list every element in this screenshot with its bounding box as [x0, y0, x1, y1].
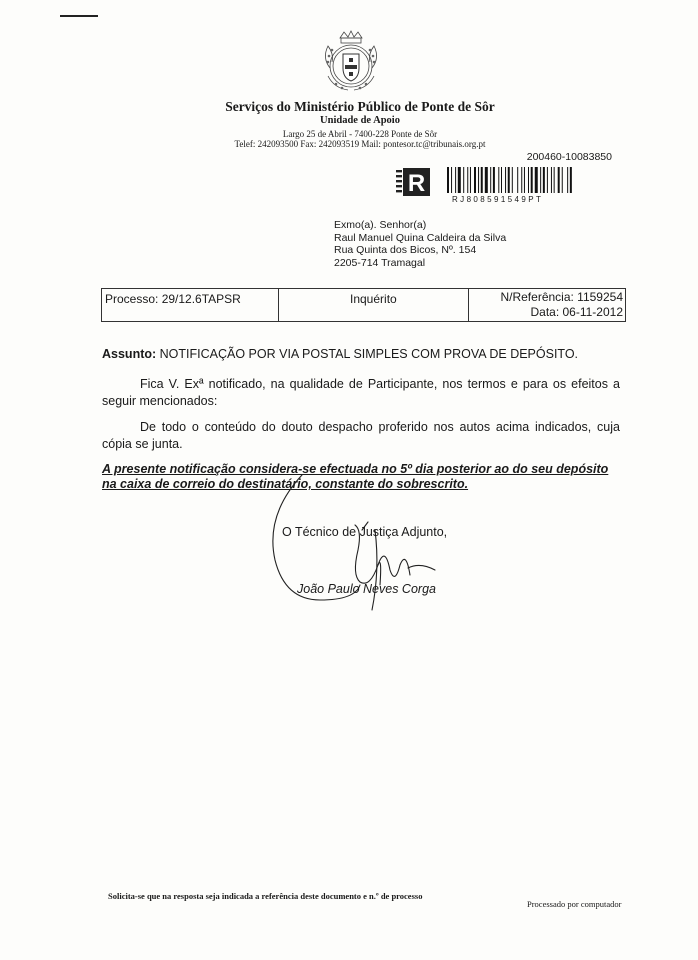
barcode-bar — [567, 167, 568, 193]
subject-text: NOTIFICAÇÃO POR VIA POSTAL SIMPLES COM PROVA DE DEPÓSITO. — [159, 347, 579, 361]
barcode-bar — [535, 167, 538, 193]
registered-r-icon — [396, 167, 430, 197]
barcode-bar — [570, 167, 572, 193]
recipient-name: Raul Manuel Quina Caldeira da Silva — [334, 231, 507, 244]
organization-address: Largo 25 de Abril - 7400-228 Ponte de Sôr — [282, 129, 438, 139]
body-paragraph-1: Fica V. Exª notificado, na qualidade de Participante, nos termos e para os efeitos a seguir mencionados: — [102, 377, 620, 408]
organization-contacts: Telef: 242093500 Fax: 242093519 Mail: pontesor.tc@tribunais.org.pt — [234, 139, 486, 149]
barcode-text: RJ808591549PT — [452, 195, 544, 204]
barcode-bar — [481, 167, 483, 193]
barcode-bar — [463, 167, 464, 193]
svg-text:R: R — [407, 170, 426, 197]
barcode-bar — [524, 167, 525, 193]
barcode-bar — [551, 167, 552, 193]
barcode-bar — [490, 167, 491, 193]
barcode-bar — [493, 167, 495, 193]
recipient-address — [334, 219, 506, 269]
scan-mark — [60, 15, 98, 17]
barcode-bar — [517, 167, 518, 193]
signer-title: O Técnico de Justiça Adjunto, — [282, 525, 448, 539]
barcode-bar — [562, 167, 563, 193]
barcode-bar — [455, 167, 456, 193]
barcode-bar — [458, 167, 461, 193]
recipient-street: Rua Quinta dos Bicos, Nº. 154 — [334, 244, 477, 256]
process-reference: N/Referência: 1159254 — [500, 290, 623, 304]
subject-line — [102, 347, 578, 361]
barcode-bar — [540, 167, 541, 193]
barcode-bar — [547, 167, 548, 193]
delivery-notice: A presente notificação considera-se efectuada no 5º dia posterior ao do seu depósito na caixa de correio do destinatário, constante do sobrescrito. — [102, 462, 609, 491]
barcode-bar — [470, 167, 471, 193]
barcode-bar — [505, 167, 506, 193]
organization-unit: Unidade de Apoio — [320, 115, 400, 126]
barcode-bar — [478, 167, 479, 193]
process-reference-cell — [468, 289, 625, 321]
organization-name: Serviços do Ministério Público de Ponte de Sôr — [225, 99, 495, 114]
barcode-bar — [501, 167, 502, 193]
process-number-cell — [102, 289, 279, 321]
barcode-bar — [521, 167, 522, 193]
handwritten-signature — [260, 470, 460, 650]
recipient-postcode: 2205-714 Tramagal — [334, 256, 426, 269]
barcode-bar — [528, 167, 529, 193]
registered-mail-logo — [396, 167, 430, 197]
footer-processed-note: Processado por computador — [527, 899, 622, 909]
process-number: Processo: 29/12.6TAPSR — [105, 292, 241, 306]
document-id: 200460-10083850 — [526, 151, 612, 163]
coat-of-arms-emblem — [318, 28, 384, 98]
barcode-bar — [543, 167, 545, 193]
barcode-bar — [512, 167, 513, 193]
signer-name: João Paulo Neves Corga — [297, 582, 436, 596]
process-type-cell — [278, 289, 469, 321]
process-type: Inquérito — [350, 292, 397, 306]
barcode-bar — [451, 167, 452, 193]
barcode-bar — [474, 167, 476, 193]
barcode-bar — [531, 167, 533, 193]
recipient-salutation: Exmo(a). Senhor(a) — [334, 219, 427, 231]
body-paragraph-2: De todo o conteúdo do douto despacho proferido nos autos acima indicados, cuja cópia se junta. — [102, 420, 620, 451]
barcode-bar — [467, 167, 468, 193]
subject-label: Assunto: — [102, 347, 157, 361]
process-info-box — [101, 288, 626, 322]
barcode-bar — [447, 167, 449, 193]
barcode-bar — [508, 167, 510, 193]
barcode-bar — [498, 167, 499, 193]
footer-reference-request: Solicita-se que na resposta seja indicada a referência deste documento e n.º de processo — [108, 891, 423, 901]
postal-barcode — [447, 167, 612, 193]
barcode-bar — [558, 167, 560, 193]
barcode-bar — [554, 167, 555, 193]
process-date: Data: 06-11-2012 — [530, 305, 623, 319]
barcode-bar — [485, 167, 488, 193]
